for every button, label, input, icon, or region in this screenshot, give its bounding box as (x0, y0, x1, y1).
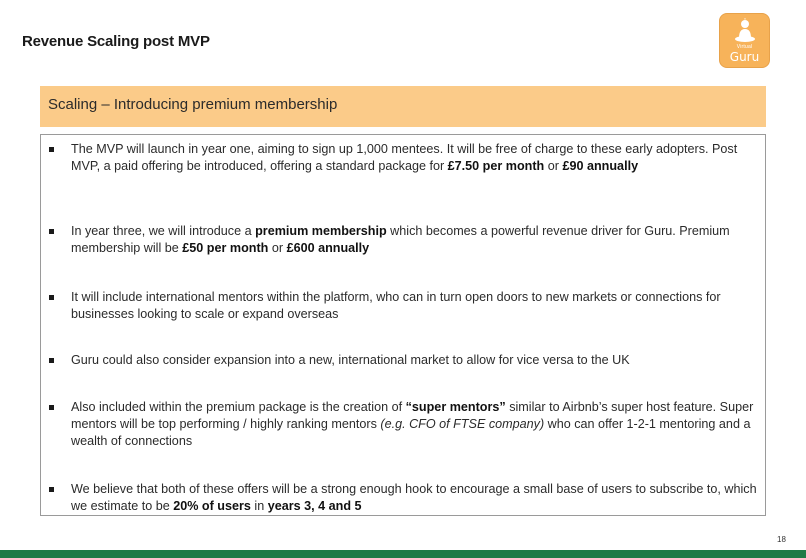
content-box (40, 134, 766, 516)
bullet-square-icon (49, 295, 54, 300)
bullet-expansion: Guru could also consider expansion into a new, international market to allow for vice versa to the UK (71, 352, 761, 369)
logo-text: Guru (729, 50, 760, 64)
banner-heading: Scaling – Introducing premium membership (48, 96, 338, 113)
bullet-square-icon (49, 358, 54, 363)
bullet-super-mentors: Also included within the premium package is the creation of “super mentors” similar to Airbnb’s super host feature. Super mentors will be top performing / highly ranking mentors (e.g. CFO of FTSE company) who can offer 1-2-1 mentoring and a wealth of connections (71, 399, 761, 450)
logo-small-text: Virtual (736, 44, 753, 50)
meditating-figure-icon (733, 18, 757, 44)
bullet-square-icon (49, 147, 54, 152)
footer-bar (0, 550, 806, 558)
bullet-premium-membership: In year three, we will introduce a premium membership which becomes a powerful revenue driver for Guru. Premium membership will be £50 per month or £600 annually (71, 223, 761, 257)
bullet-square-icon (49, 487, 54, 492)
section-banner (40, 86, 766, 127)
bullet-mvp-pricing: The MVP will launch in year one, aiming to sign up 1,000 mentees. It will be free of charge to these early adopters. Post MVP, a paid offering be introduced, offering a standard package for £7.50 per month or £90 annually (71, 141, 761, 175)
bullet-subscription-estimate: We believe that both of these offers will be a strong enough hook to encourage a small base of users to subscribe to, which we estimate to be 20% of users in years 3, 4 and 5 (71, 481, 761, 515)
page-number: 18 (777, 535, 786, 544)
bullet-international-mentors: It will include international mentors within the platform, who can in turn open doors to new markets or connections for businesses looking to scale or expand overseas (71, 289, 761, 323)
slide-title: Revenue Scaling post MVP (22, 33, 210, 50)
bullet-square-icon (49, 229, 54, 234)
bullet-square-icon (49, 405, 54, 410)
guru-logo (719, 13, 770, 68)
